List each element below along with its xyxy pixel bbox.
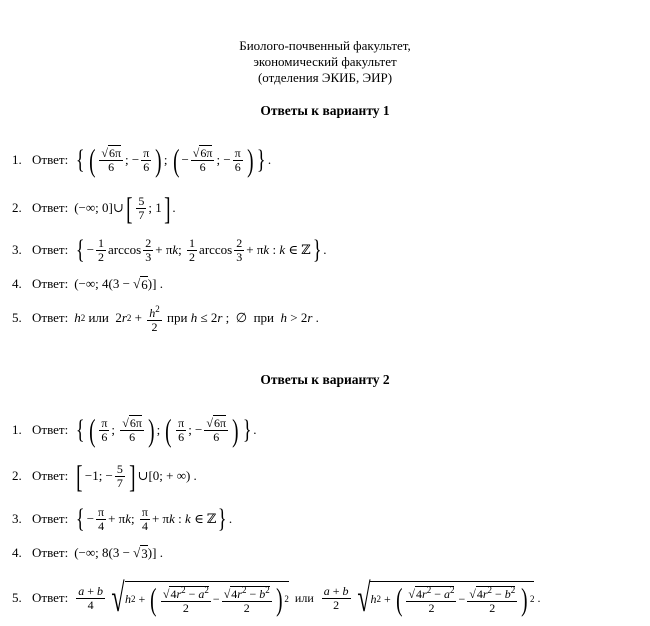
formula: { ( $\frac{√6\pi}{6}$ ; − $\frac{\pi}{6}$ ) ; ( − $\frac{√6\pi}{6}$ ; − $\frac{\pi}{6}$ ) } . xyxy=(76,142,272,178)
item-number: 2. xyxy=(12,468,22,483)
v2-answer-1 xyxy=(12,410,256,450)
v1-answer-2 xyxy=(12,188,176,228)
faculty-line-1: Биолого-почвенный факультет, xyxy=(239,38,411,53)
faculty-line-2: экономический факультет xyxy=(253,54,397,69)
item-number: 1. xyxy=(12,152,22,167)
answer-label: Ответ: xyxy=(32,468,69,483)
item-number: 1. xyxy=(12,422,22,437)
item-number: 5. xyxy=(12,590,22,605)
formula: [ −1; − $\frac{5}{7}$ ] ∪[0; + ∞) . xyxy=(76,458,197,494)
item-number: 3. xyxy=(12,511,22,526)
variant1-title: Ответы к варианту 1 xyxy=(260,103,390,118)
v2-answer-4 xyxy=(12,533,163,573)
formula: $\frac{a + b}{4}$ √ h 2 + ( $\frac{√4r^2 - a^2}{2}$ − $\frac{√4r^2 - b^2}{2}$ ) 2 или $\frac{a + b}{2}$ √ h 2 + ( $\frac{√4r^2 - a^2}{2}$ − $\frac{√4r^2 - b^2}{2}$ ) 2 . xyxy=(78,575,541,620)
formula: { − $\frac{1}{2}$ arccos $\frac{2}{3}$ + π k ; $\frac{1}{2}$ arccos $\frac{2}{3}$ + π k : k ∈ ℤ } . xyxy=(76,235,327,264)
item-number: 4. xyxy=(12,276,22,291)
item-number: 2. xyxy=(12,200,22,215)
formula: { ( $\frac{\pi}{6}$ ; $\frac{√6\pi}{6}$ ) ; ( $\frac{\pi}{6}$ ; − $\frac{√6\pi}{6}$ ) } . xyxy=(76,412,257,448)
formula: h 2 или 2 r 2 + $\frac{h^2}{2}$ при h ≤ 2 r ; ∅ при h > 2 r . xyxy=(74,303,319,334)
answer-label: Ответ: xyxy=(32,422,69,437)
answer-label: Ответ: xyxy=(32,276,69,291)
answer-label: Ответ: xyxy=(32,545,69,560)
v2-answer-2 xyxy=(12,456,197,496)
item-number: 5. xyxy=(12,310,22,325)
v1-answer-1 xyxy=(12,140,271,180)
answer-label: Ответ: xyxy=(32,590,69,605)
answer-label: Ответ: xyxy=(32,511,69,526)
formula: { − $\frac{\pi}{4}$ + π k ; $\frac{\pi}{4}$ + π k : k ∈ ℤ } . xyxy=(76,504,233,533)
formula: (−∞; 4(3 − √ 6 )] . xyxy=(74,276,163,292)
v2-answer-5 xyxy=(12,576,540,620)
answer-label: Ответ: xyxy=(32,200,69,215)
faculty-line-3: (отделения ЭКИБ, ЭИР) xyxy=(257,70,393,85)
formula: (−∞; 8(3 − √ 3 )] . xyxy=(74,545,163,561)
item-number: 4. xyxy=(12,545,22,560)
item-number: 3. xyxy=(12,242,22,257)
answer-label: Ответ: xyxy=(32,242,69,257)
variant2-title: Ответы к варианту 2 xyxy=(260,372,390,387)
v1-answer-5 xyxy=(12,298,319,338)
answer-label: Ответ: xyxy=(32,152,69,167)
formula: (−∞; 0]∪ [ $\frac{5}{7}$ ; 1 ] . xyxy=(74,190,176,226)
answer-label: Ответ: xyxy=(32,310,69,325)
